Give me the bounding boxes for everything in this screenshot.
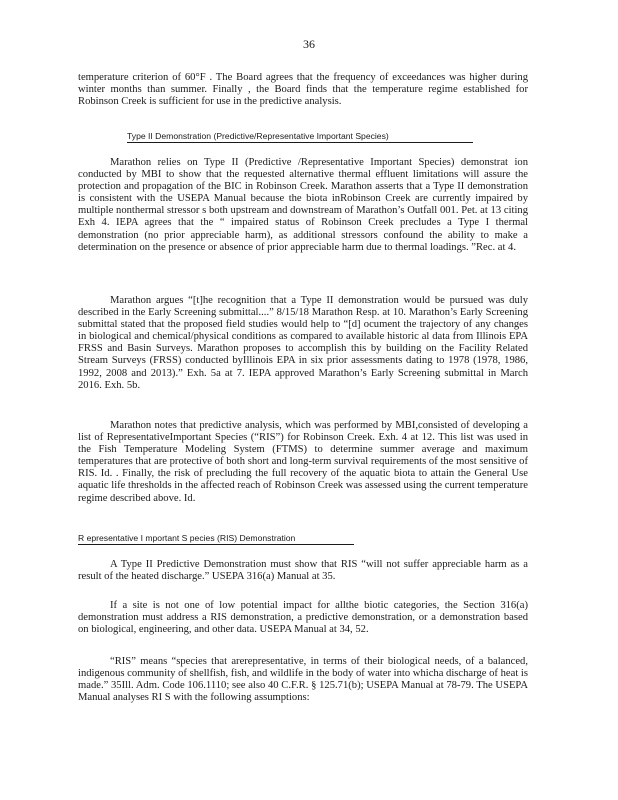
paragraph-text: A Type II Predictive Demonstration must show that RIS “will not suffer appreciable harm as a result of the heated discharge.” USEPA 316(a) Manual at 35. — [78, 559, 528, 583]
paragraph-marathon-relies — [78, 157, 528, 254]
paragraph-text: If a site is not one of low potential impact for allthe biotic categories, the Section 316(a) demonstration must address a RIS demonstration, a predictive demonstration, or a demonstration based on biological, engineering, and other data. USEPA Manual at 34, 52. — [78, 600, 528, 636]
heading-text: R epresentative I mportant S pecies (RIS) Demonstration — [78, 533, 296, 543]
paragraph-text: temperature criterion of 60°F . The Board agrees that the frequency of exceedances was higher during winter months than summer. Finally , the Board finds that the temperature regime established for Robinson Creek is sufficient for use in the predictive analysis. — [78, 72, 528, 108]
section-heading-ris — [78, 533, 354, 545]
paragraph-text: Marathon notes that predictive analysis, which was performed by MBI,consisted of developing a list of RepresentativeImportant Species (“RIS”) for Robinson Creek. Exh. 4 at 12. This list was used in the Fish Temperature Modeling System (FTMS) to determine summer average and maximum temperatures that are protective of both short and long-term survival requirements of the most sensitive of RIS. Id. . Finally, the risk of precluding the full recovery of the aquatic biota to attain the General Use aquatic life thresholds in the affected reach of Robinson Creek was assessed using the current temperature regime described above. Id. — [78, 420, 528, 504]
paragraph-marathon-notes — [78, 420, 528, 505]
paragraph-temperature-criterion — [78, 72, 528, 108]
paragraph-if-site — [78, 600, 528, 636]
paragraph-ris-means — [78, 656, 528, 704]
heading-text: Type II Demonstration (Predictive/Representative Important Species) — [127, 131, 389, 141]
section-heading-type-ii — [127, 131, 473, 143]
paragraph-text: Marathon argues “[t]he recognition that a Type II demonstration would be pursued was duly described in the Early Screening submittal....” 8/15/18 Marathon Resp. at 10. Marathon’s Early Screening submittal stated that the proposed field studies would help to “[d] ocument the trajectory of any changes in biological and chemical/physical conditions as compared to available historic al data from Illinois EPA FRSS and Basin Surveys. Marathon proposes to accomplish this by building on the Facility Related Stream Surveys (FRSS) conducted byIllinois EPA in six prior assessments dating to 1978 (1978, 1986, 1992, 2008 and 2013).” Exh. 5a at 7. IEPA approved Marathon’s Early Screening submittal in March 2016. Exh. 5b. — [78, 295, 528, 391]
paragraph-type-ii-predictive — [78, 559, 528, 583]
paragraph-text: Marathon relies on Type II (Predictive /Representative Important Species) demonstrat ion conducted by MBI to show that the requested alternative thermal effluent limitations will assure the protection and propagation of the BIC in Robinson Creek. Marathon asserts that a Type II demonstration is consistent with the USEPA Manual because the biota inRobinson Creek are currently impaired by multiple nonthermal stressor s both upstream and downstream of Marathon’s Outfall 001. Pet. at 13 citing Exh 4. IEPA agrees that the “ impaired status of Robinson Creek precludes a Type I thermal demonstration (no prior appreciable harm), as additional stressors confound the ability to make a determination on the presence or absence of prior appreciable harm due to thermal loadings. ”Rec. at 4. — [78, 157, 528, 253]
page-number: 36 — [303, 37, 315, 51]
paragraph-text: “RIS” means “species that arerepresentative, in terms of their biological needs, of a balanced, indigenous community of shellfish, fish, and wildlife in the body of water into whicha discharge of heat is made.” 35Ill. Adm. Code 106.1110; see also 40 C.F.R. § 125.71(b); USEPA Manual at 78-79. The USEPA Manual analyses RI S with the following assumptions: — [78, 656, 528, 704]
paragraph-marathon-argues — [78, 295, 528, 392]
